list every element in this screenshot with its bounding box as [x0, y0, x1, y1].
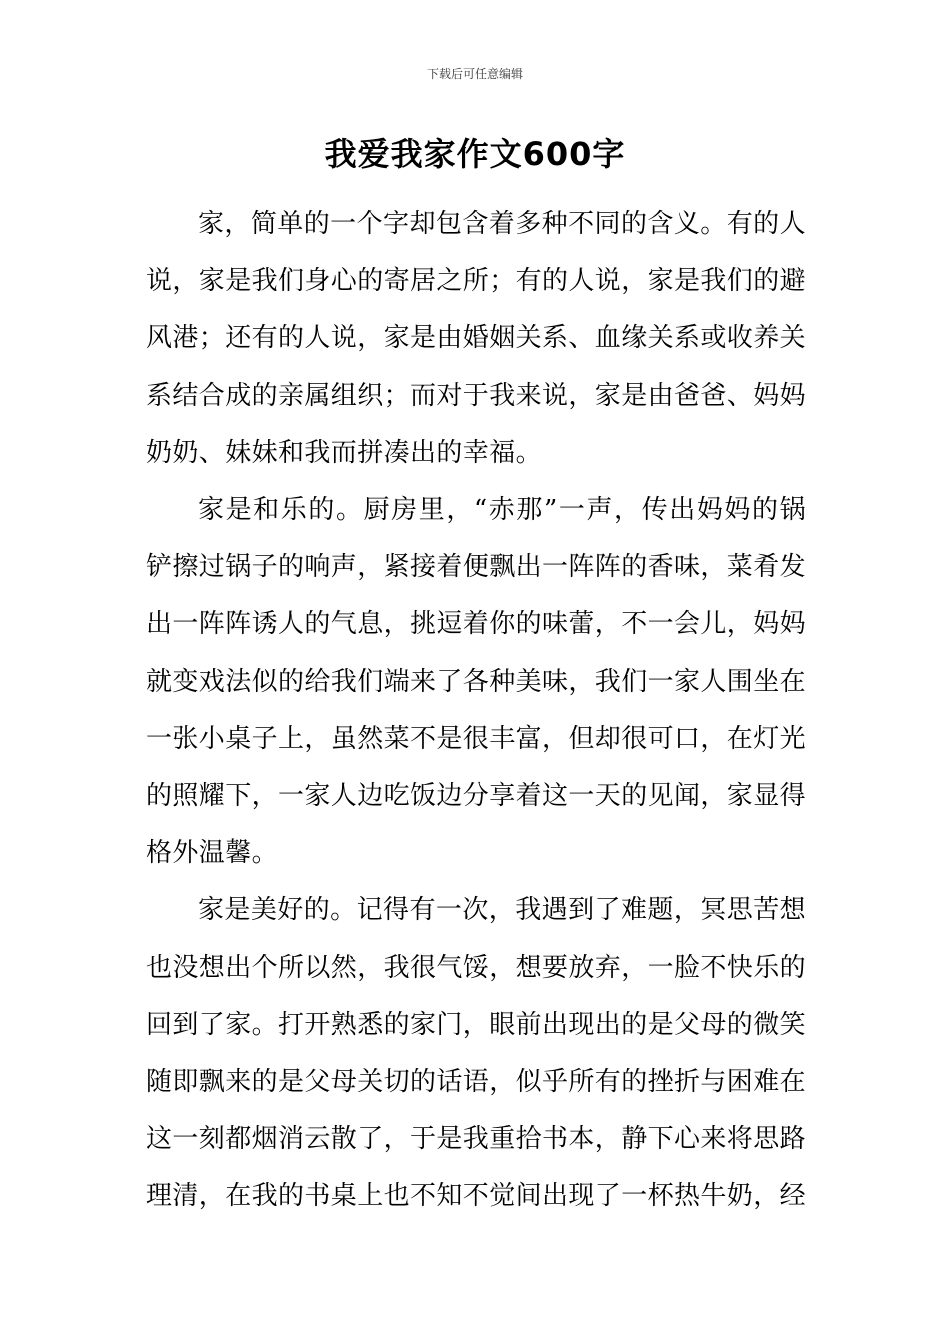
page-title: 我爱我家作文600字: [324, 135, 626, 173]
header-note: 下载后可任意编辑: [426, 67, 523, 81]
paragraph-3: 家是美好的。记得有一次，我遇到了难题，冥思苦想也没想出个所以然，我很气馁，想要放弃，一脸不快乐的回到了家。打开熟悉的家门，眼前出现出的是父母的微笑随即飘来的是父母关切的话语，似乎所有的挫折与困难在这一刻都烟消云散了，于是我重拾书本，静下心来将思路理清，在我的书桌上也不知不觉间出现了一杯热牛奶，经: [146, 895, 807, 1212]
essay-body: [146, 196, 806, 1226]
paragraph-1: 家，简单的一个字却包含着多种不同的含义。有的人说，家是我们身心的寄居之所；有的人说，家是我们的避风港；还有的人说，家是由婚姻关系、血缘关系或收养关系结合成的亲属组织；而对于我来说，家是由爸爸、妈妈奶奶、妹妹和我而拼凑出的幸福。: [146, 209, 807, 468]
paragraph-2: 家是和乐的。厨房里，“赤那”一声，传出妈妈的锅铲擦过锅子的响声，紧接着便飘出一阵阵的香味，菜肴发出一阵阵诱人的气息，挑逗着你的味蕾，不一会儿，妈妈就变戏法似的给我们端来了各种美味，我们一家人围坐在一张小桌子上，虽然菜不是很丰富，但却很可口，在灯光的照耀下，一家人边吃饭边分享着这一天的见闻，家显得格外温馨。: [146, 495, 807, 869]
